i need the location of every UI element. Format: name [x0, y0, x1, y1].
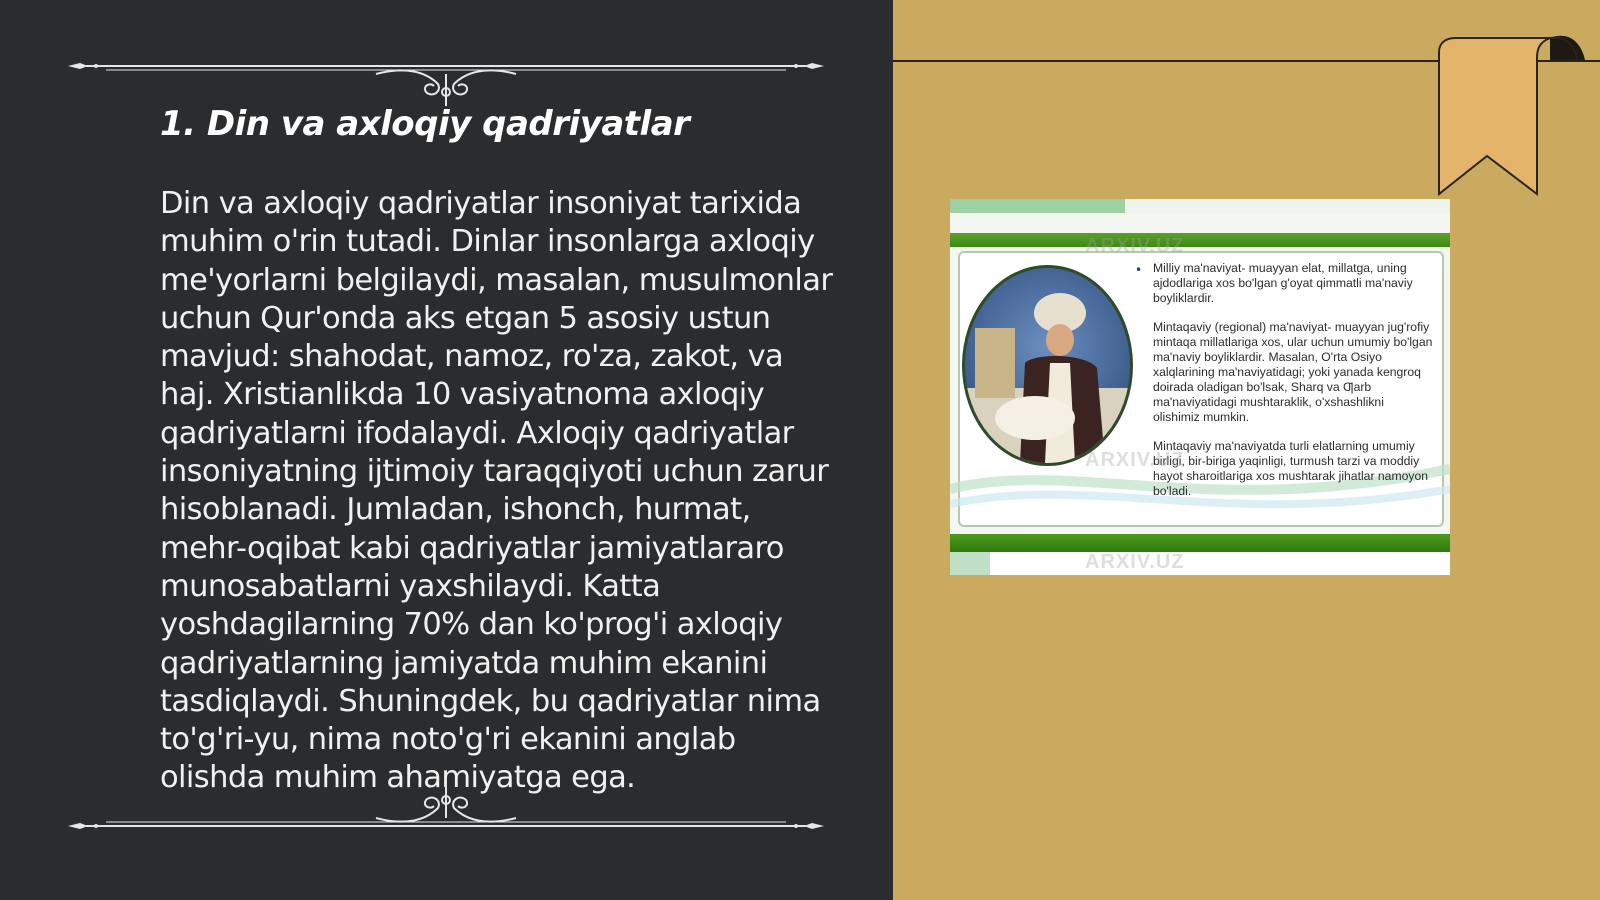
watermark-2: ARXIV.UZ	[1085, 449, 1185, 471]
portrait-illustration	[962, 265, 1133, 466]
bookmark-decoration	[1425, 34, 1600, 204]
image-paragraph-1: Milliy ma'naviyat- muayyan elat, millatga, uning ajdodlariga xos bo'lgan g'oyat qimmatli ma'naviy boyliklardir.	[1153, 261, 1413, 305]
image-green-bar-bottom	[950, 534, 1450, 552]
image-paragraph-3: Mintaqaviy ma'naviyatda turli elatlarning umumiy birligi, bir-biriga yaqinligi, turmush tarzi va moddiy hayot sharoitlariga xos mushtarak jihatlar namoyon bo'ladi.	[1153, 439, 1429, 498]
watermark-1: ARXIV.UZ	[1085, 235, 1185, 257]
slide-title: 1. Din va axloqiy qadriyatlar	[160, 104, 690, 144]
top-ornament-divider	[66, 52, 826, 112]
bottom-ornament-divider	[66, 780, 826, 840]
slide-body-text: Din va axloqiy qadriyatlar insoniyat tarixida muhim o'rin tutadi. Dinlar insonlarga axloqiy me'yorlarni belgilaydi, masalan, musulmonlar uchun Qur'onda aks etgan 5 asosiy ustun mavjud: shahodat, namoz, ro'za, zakot, va haj. Xristianlikda 10 vasiyatnoma axloqiy qadriyatlarni ifodalaydi. Axloqiy qadriyatlar insoniyatning ijtimoiy taraqqiyoti uchun zarur hisoblanadi. Jumladan, ishonch, hurmat, mehr-oqibat kabi qadriyatlar jamiyatlararo munosabatlarni yaxshilaydi. Katta yoshdagilarning 70% dan ko'prog'i axloqiy qadriyatlarning jamiyatda muhim ekanini tasdiqlaydi. Shuningdek, bu qadriyatlar nima to'g'ri-yu, nima noto'g'ri ekanini anglab olishda muhim ahamiyatga ega.	[160, 186, 833, 796]
image-green-bar-top	[950, 233, 1450, 247]
watermark-3: ARXIV.UZ	[1085, 551, 1185, 573]
image-bottom-strip	[950, 552, 1450, 575]
embedded-slide-image	[950, 199, 1450, 575]
image-paragraph-2: Mintaqaviy (regional) ma'naviyat- muayyan jug'rofiy mintaqa millatlariga xos, ular uchun umumiy bo'lgan ma'naviy boyliklardir. Masalan, O'rta Osiyo xalqlarining ma'naviyatidagi; yoki yanada kengroq doirada oladigan bo'lsak, Sharq va Ƣarb ma'naviyatidagi mushtaraklik, o'xshashlikni olishimiz mumkin.	[1153, 320, 1433, 424]
image-top-strip	[950, 199, 1450, 213]
image-text-block	[1153, 261, 1433, 513]
bullet-icon: •	[1135, 263, 1143, 277]
